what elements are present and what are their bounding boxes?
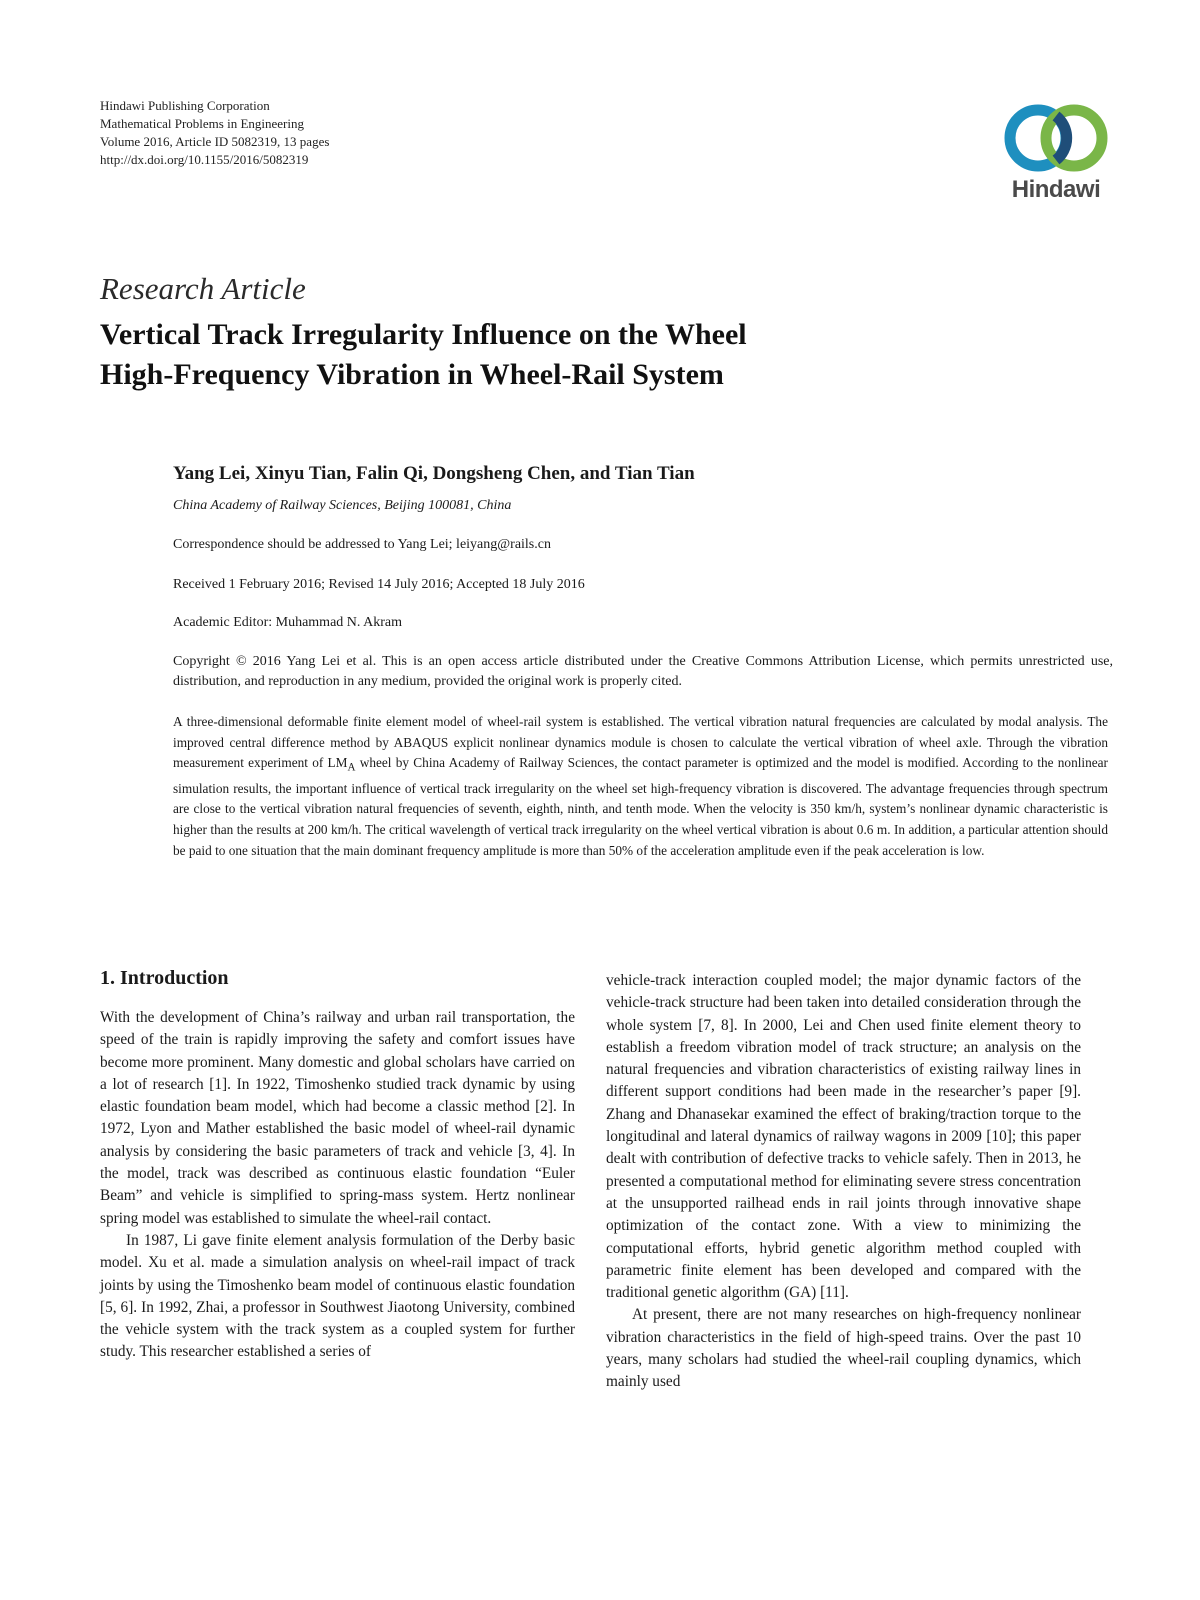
abstract-text-2: wheel by China Academy of Railway Sciences, the contact parameter is optimized and the model is modified. According to the nonlinear simulation results, the important influence of vertical track irregularity on the wheel set high-frequency vibration is discovered. The advantage frequencies through spectrum are close to the vertical vibration natural frequencies of seventh, eighth, ninth, and tenth mode. When the velocity is 350 km/h, system’s nonlinear dynamic characteristic is higher than the results at 200 km/h. The critical wavelength of vertical track irregularity on the wheel vertical vibration is about 0.6 m. In addition, a particular attention should be paid to one situation that the main dominant frequency amplitude is more than 50% of the acceleration amplitude even if the peak acceleration is low. [173, 755, 1108, 858]
journal-header [100, 97, 329, 169]
abstract [173, 712, 1108, 862]
author-list: Yang Lei, Xinyu Tian, Falin Qi, Dongsheng Chen, and Tian Tian [173, 463, 695, 484]
intro-paragraph-3: vehicle-track interaction coupled model; the major dynamic factors of the vehicle-track structure had been taken into detailed consideration through the whole system [7, 8]. In 2000, Lei and Chen used finite element theory to establish a freedom vibration model of track structure; an analysis on the natural frequencies and vibration characteristics of existing railway lines in different support conditions had been made in the researcher’s paper [9]. Zhang and Dhanasekar examined the effect of braking/traction torque to the longitudinal and lateral dynamics of railway wagons in 2009 [10]; this paper dealt with contribution of defective tracks to vehicle safely. Then in 2013, he presented a computational method for eliminating severe stress concentration at the unsupported railhead ends in rail joints through innovative shape optimization of the contact zone. With a view to minimizing the computational efforts, hybrid genetic algorithm method coupled with parametric finite element has been developed and compared with the traditional genetic algorithm (GA) [11]. [606, 972, 1081, 1302]
article-type: Research Article [100, 271, 306, 306]
intro-paragraph-2: In 1987, Li gave finite element analysis formulation of the Derby basic model. Xu et al. made a simulation analysis on wheel-rail impact of track joints by using the Timoshenko beam model of continuous elastic foundation [5, 6]. In 1992, Zhai, a professor in Southwest Jiaotong University, combined the vehicle system with the track system as a coupled system for further study. This researcher established a series of [100, 1231, 575, 1361]
volume-info: Volume 2016, Article ID 5082319, 13 pages [100, 134, 330, 149]
correspondence: Correspondence should be addressed to Yang Lei; leiyang@rails.cn [173, 537, 551, 552]
publication-dates: Received 1 February 2016; Revised 14 July 2016; Accepted 18 July 2016 [173, 577, 585, 592]
intro-paragraph-1: With the development of China’s railway and urban rail transportation, the speed of the train is rapidly improving the safety and comfort issues have become more prominent. Many domestic and global scholars have carried on a lot of research [1]. In 1922, Timoshenko studied track dynamic by using elastic foundation beam model, which had become a classic method [2]. In 1972, Lyon and Mather established the basic model of wheel-rail dynamic analysis by considering the basic parameters of track and vehicle [3, 4]. In the model, track was described as continuous elastic foundation “Euler Beam” and vehicle is simplified to spring-mass system. Hertz nonlinear spring model was established to simulate the wheel-rail contact. [100, 1009, 575, 1227]
journal-name: Mathematical Problems in Engineering [100, 116, 304, 131]
intro-paragraph-4: At present, there are not many researches on high-frequency nonlinear vibration characteristics in the field of high-speed trains. Over the past 10 years, many scholars had studied the wheel-rail coupling dynamics, which mainly used [606, 1306, 1081, 1391]
abstract-subscript: A [347, 762, 356, 775]
body-left-column [100, 965, 575, 1364]
body-right-column [606, 970, 1081, 1394]
abstract-text-1: A three-dimensional deformable finite element model of wheel-rail system is established. The vertical vibration natural frequencies are calculated by modal analysis. The improved central difference method by ABAQUS explicit nonlinear dynamics module is chosen to calculate the vertical vibration of wheel axle. Through the vibration measurement experiment of LM [173, 714, 1108, 771]
hindawi-logo [1000, 100, 1112, 204]
doi-link[interactable]: http://dx.doi.org/10.1155/2016/5082319 [100, 152, 309, 167]
hindawi-wordmark: Hindawi [1011, 176, 1101, 203]
academic-editor: Academic Editor: Muhammad N. Akram [173, 615, 402, 630]
affiliation: China Academy of Railway Sciences, Beijing 100081, China [173, 498, 512, 513]
publisher-name: Hindawi Publishing Corporation [100, 98, 270, 113]
section-heading-introduction: 1. Introduction [100, 967, 229, 989]
copyright-notice: Copyright © 2016 Yang Lei et al. This is an open access article distributed under the Creative Commons Attribution License, which permits unrestricted use, distribution, and reproduction in any medium, provided the original work is properly cited. [173, 654, 1113, 689]
hindawi-rings-icon [1000, 100, 1112, 178]
article-title [100, 315, 1000, 395]
title-line-2: High-Frequency Vibration in Wheel-Rail System [100, 358, 724, 391]
title-line-1: Vertical Track Irregularity Influence on the Wheel [100, 318, 747, 351]
